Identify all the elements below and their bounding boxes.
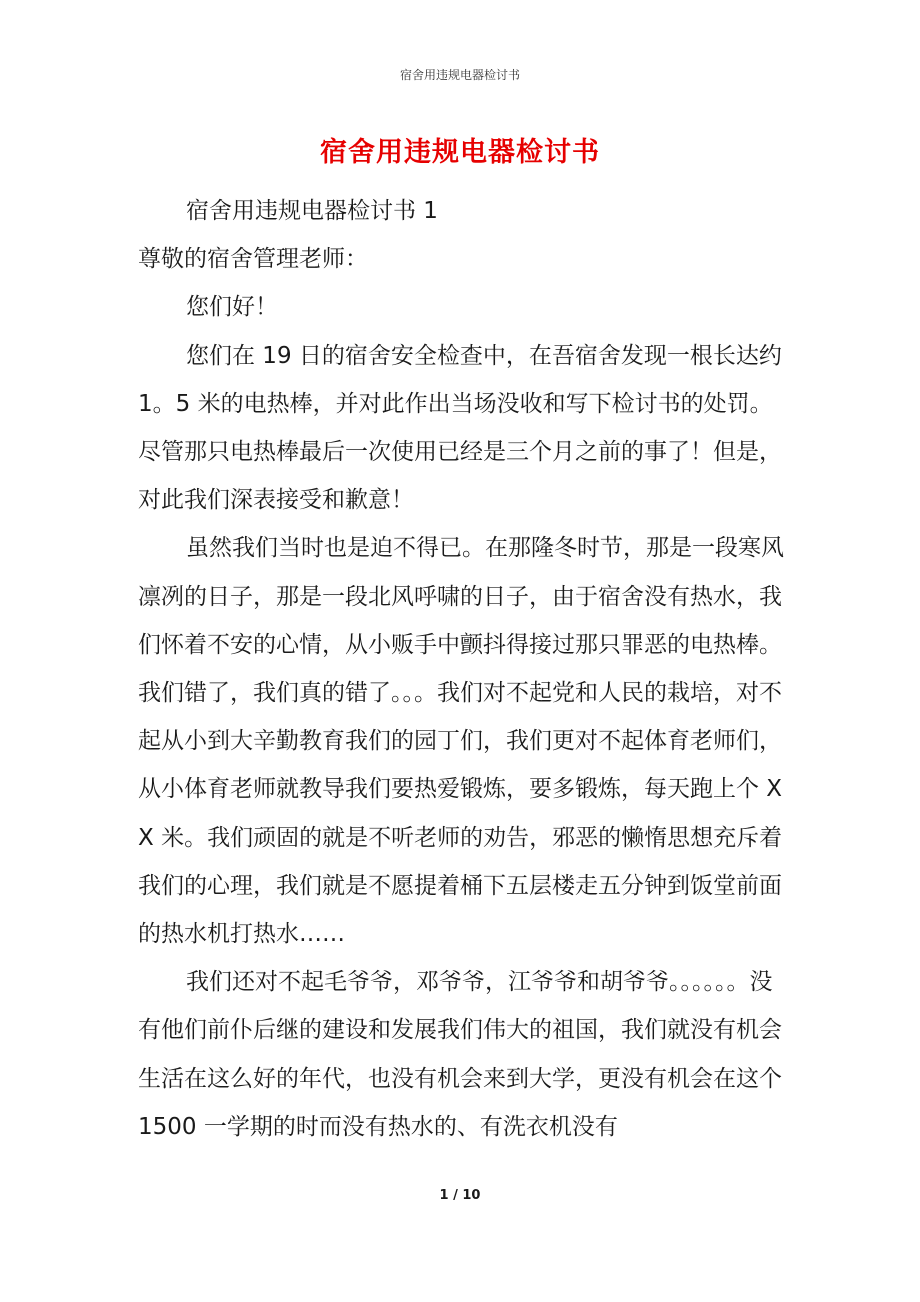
greeting: 您们好！ [186,294,278,321]
document-title: 宿舍用违规电器检讨书 [320,137,600,168]
document-body [138,187,785,1151]
salutation: 尊敬的宿舍管理老师： [138,246,368,273]
document-subtitle: 宿舍用违规电器检讨书 1 [186,198,438,224]
page-number: 1 / 10 [439,1188,481,1203]
running-header: 宿舍用违规电器检讨书 [399,68,520,82]
paragraph: 您们在 19 日的宿舍安全检查中，在吾宿舍发现一根长达约 1。5 米的电热棒，并对此作出当场没收和写下检讨书的处罚。尽管那只电热棒最后一次使用已经是三个月之前的事了！但是，对此我们深表接受和歉意！ [138,342,782,514]
paragraph: 我们还对不起毛爷爷，邓爷爷，江爷爷和胡爷爷。。。。。。没有他们前仆后继的建设和发展我们伟大的祖国，我们就没有机会生活在这么好的年代，也没有机会来到大学，更没有机会在这个 1500 一学期的时而没有热水的、有洗衣机没有 [138,969,782,1140]
paragraph: 虽然我们当时也是迫不得已。在那隆冬时节，那是一段寒风凛冽的日子，那是一段北风呼啸的日子，由于宿舍没有热水，我们怀着不安的心情，从小贩手中颤抖得接过那只罪恶的电热棒。我们错了，我们真的错了。。。我们对不起党和人民的栽培，对不起从小到大辛勤教育我们的园丁们，我们更对不起体育老师们，从小体育老师就教导我们要热爱锻炼，要多锻炼，每天跑上个 XX 米。我们顽固的就是不听老师的劝告，邪恶的懒惰思想充斥着我们的心理，我们就是不愿提着桶下五层楼走五分钟到饭堂前面的热水机打热水…… [138,535,784,948]
